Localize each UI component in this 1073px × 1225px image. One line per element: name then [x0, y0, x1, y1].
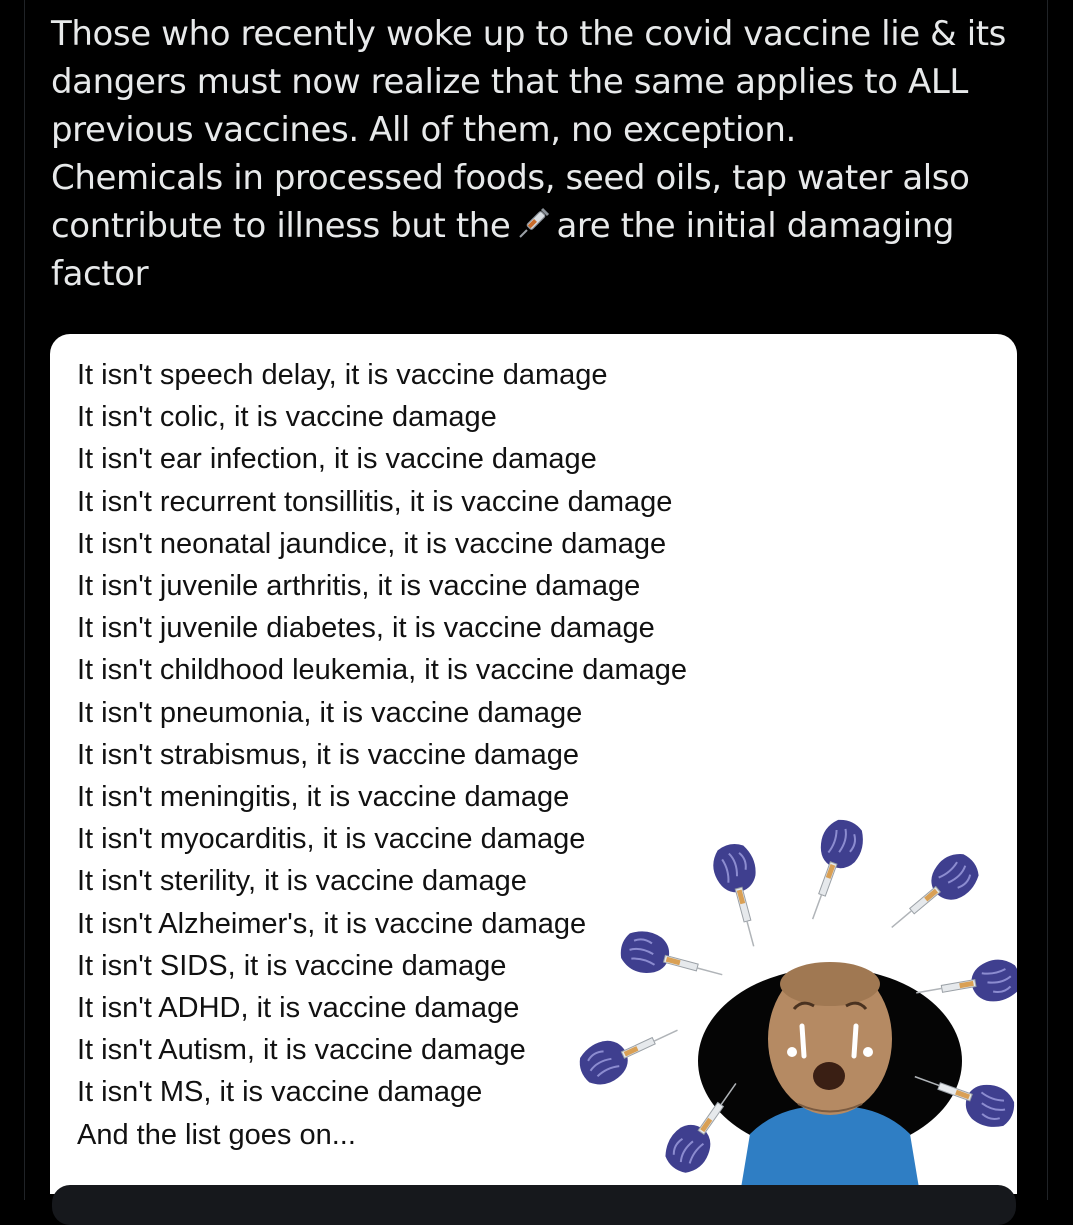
post-line-3: previous vaccines. All of them, no exception.: [51, 110, 796, 150]
reply-bar[interactable]: [52, 1185, 1016, 1225]
right-border: [1047, 0, 1048, 1200]
left-border: [24, 0, 25, 1200]
list-item: It isn't sterility, it is vaccine damage: [77, 865, 527, 898]
post-line-1: Those who recently woke up to the covid vaccine lie & its: [51, 14, 1006, 54]
list-item: It isn't speech delay, it is vaccine damage: [77, 359, 608, 391]
list-item: It isn't Autism, it is vaccine damage: [77, 1034, 526, 1067]
post-line-6: factor: [51, 254, 149, 294]
list-item: It isn't childhood leukemia, it is vaccine damage: [77, 654, 688, 687]
list-item: It isn't ADHD, it is vaccine damage: [77, 992, 520, 1025]
list-item: And the list goes on...: [77, 1118, 356, 1151]
syringe-icon: [516, 207, 550, 241]
list-item: It isn't meningitis, it is vaccine damage: [77, 781, 570, 814]
post-image[interactable]: [50, 334, 1017, 1194]
list-item: It isn't strabismus, it is vaccine damage: [77, 738, 579, 771]
list-item: It isn't recurrent tonsillitis, it is vaccine damage: [77, 485, 673, 518]
crying-baby-syringes-icon: [550, 814, 1017, 1194]
list-item: It isn't juvenile diabetes, it is vaccine damage: [77, 612, 655, 645]
list-item: It isn't neonatal jaundice, it is vaccine damage: [77, 527, 667, 560]
list-item: It isn't MS, it is vaccine damage: [77, 1076, 483, 1109]
post-line-2: dangers must now realize that the same applies to ALL: [51, 62, 968, 102]
post-line-5-before: contribute to illness but the: [51, 206, 511, 246]
post-line-5-after: are the initial damaging: [556, 206, 955, 246]
list-item: It isn't SIDS, it is vaccine damage: [77, 949, 507, 982]
list-item: It isn't Alzheimer's, it is vaccine damage: [77, 907, 587, 940]
post-text: [51, 10, 1011, 298]
list-item: It isn't ear infection, it is vaccine damage: [77, 443, 597, 476]
list-item: It isn't pneumonia, it is vaccine damage: [77, 696, 583, 729]
list-item: It isn't myocarditis, it is vaccine damage: [77, 823, 586, 856]
post-line-5: [51, 202, 1011, 250]
post-line-4: Chemicals in processed foods, seed oils, tap water also: [51, 158, 970, 198]
list-item: It isn't juvenile arthritis, it is vaccine damage: [77, 570, 641, 603]
list-item: It isn't colic, it is vaccine damage: [77, 401, 497, 434]
